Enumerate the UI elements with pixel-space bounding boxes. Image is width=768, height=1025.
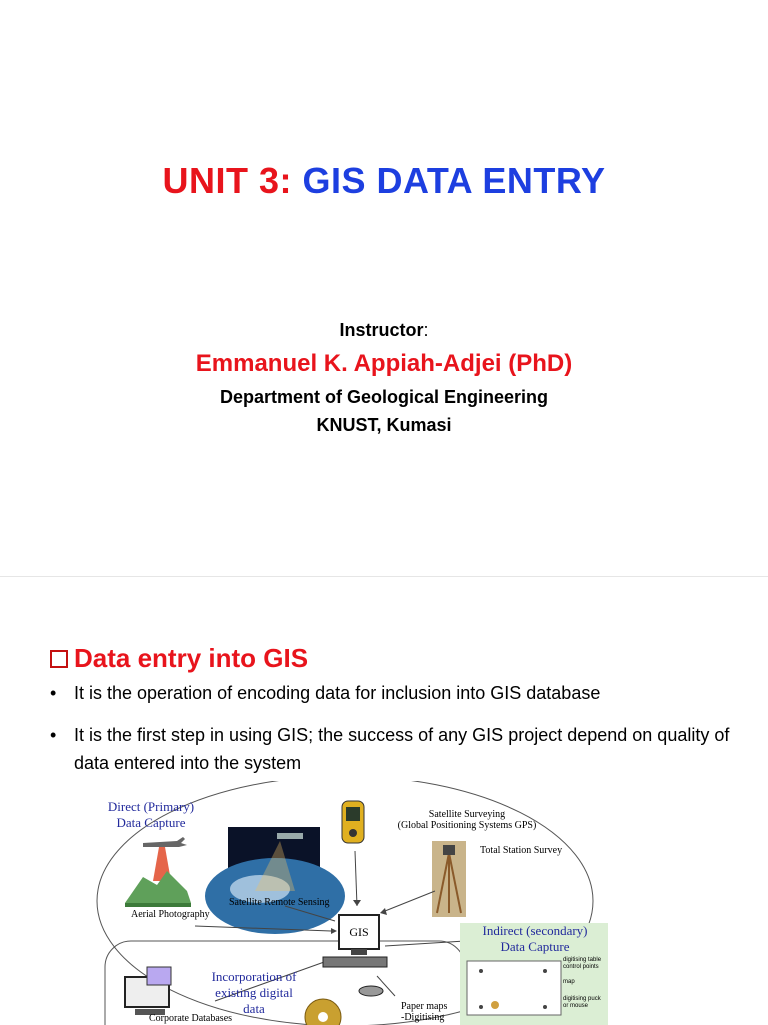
discs-icon [305, 999, 341, 1025]
content-slide [0, 576, 768, 1024]
indirect-capture-label [465, 923, 605, 955]
corporate-computer-icon [125, 967, 171, 1015]
direct-capture-line2: Data Capture [116, 815, 186, 830]
institution: KNUST, Kumasi [316, 415, 452, 435]
gps-label [367, 809, 567, 831]
indirect-capture-line1: Indirect (secondary) [482, 923, 588, 938]
bullet-item: • It is the first step in using GIS; the success of any GIS project depend on quality of data entered into the system [50, 721, 740, 777]
note-map: map [563, 979, 575, 985]
note-mouse: or mouse [563, 1003, 589, 1009]
airplane-icon [143, 837, 187, 847]
remote-sensing-label: Satellite Remote Sensing [229, 897, 330, 908]
incorporation-line3: data [243, 1001, 265, 1016]
data-capture-diagram [95, 781, 610, 1025]
instructor-colon: : [423, 320, 429, 340]
section-heading-text: Data entry into GIS [74, 643, 309, 673]
department: Department of Geological Engineering [219, 387, 549, 407]
note-table: digitising table [563, 957, 602, 963]
incorporation-label [199, 969, 309, 1017]
incorporation-line2: existing digital [215, 985, 293, 1000]
note-control: control points [563, 964, 599, 970]
gps-device-icon [342, 801, 364, 843]
instructor-label-text: Instructor [339, 320, 424, 340]
paper-maps-line2: -Digitising [401, 1012, 445, 1023]
direct-capture-label [95, 799, 207, 831]
incorporation-line1: Incorporation of [211, 969, 297, 984]
corporate-label: Corporate Databases [149, 1013, 233, 1024]
aerial-label: Aerial Photography [131, 909, 210, 920]
instructor-name: Emmanuel K. Appiah-Adjei (PhD) [195, 350, 573, 377]
direct-capture-line1: Direct (Primary) [107, 799, 195, 814]
section-heading [50, 643, 308, 674]
bullet-list [50, 679, 740, 791]
checkbox-bullet-icon [50, 650, 68, 668]
paper-maps-line1: Paper maps [401, 1001, 448, 1012]
digitising-notes [563, 957, 601, 1010]
total-station-label: Total Station Survey [480, 845, 563, 856]
instructor-label [0, 320, 768, 341]
gps-label-line1: Satellite Surveying [428, 809, 506, 820]
digitising-table-icon [467, 961, 561, 1015]
slide-title [0, 160, 768, 202]
gis-label: GIS [349, 925, 369, 939]
total-station-icon [432, 841, 466, 917]
title-prefix: UNIT 3: [162, 160, 292, 201]
bullet-item: • It is the operation of encoding data for inclusion into GIS database [50, 679, 740, 707]
title-main: GIS DATA ENTRY [302, 160, 606, 201]
indirect-capture-line2: Data Capture [500, 939, 570, 954]
paper-maps-label [401, 1001, 447, 1023]
note-puck: digitising puck [563, 996, 601, 1002]
gps-label-line2: (Global Positioning Systems GPS) [397, 820, 537, 831]
